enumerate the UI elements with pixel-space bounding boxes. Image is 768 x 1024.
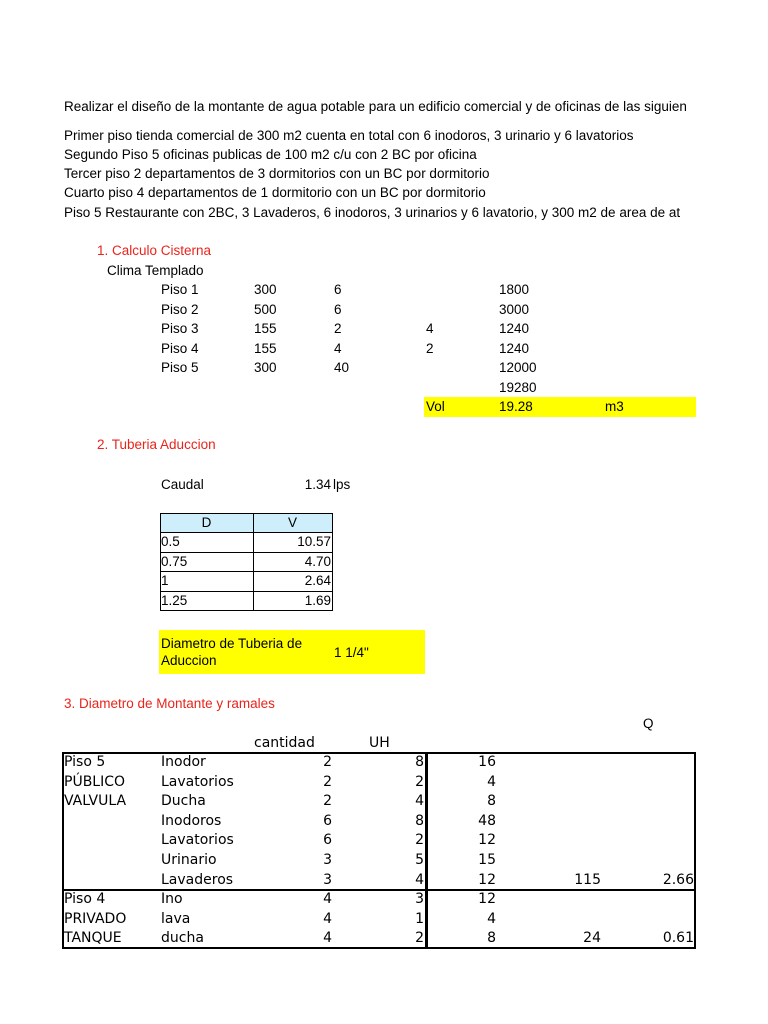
intro-title: Realizar el diseño de la montante de agua potable para un edificio comercial y de oficinas de las siguien: [64, 99, 687, 114]
item-uh: 2: [415, 832, 424, 848]
cisterna-total: 1800: [499, 282, 530, 297]
cisterna-heading: 1. Calculo Cisterna: [97, 243, 212, 258]
item-uh: 4: [415, 793, 424, 809]
cisterna-total: 1240: [499, 321, 530, 336]
table-cell-v: 4.70: [304, 554, 331, 569]
item-cantidad: 6: [323, 832, 332, 848]
cisterna-dotacion: 6: [334, 282, 342, 297]
cisterna-total: 3000: [499, 302, 530, 317]
item-name: Lavatorios: [161, 774, 234, 790]
item-cantidad: 3: [323, 872, 332, 888]
caudal-label: Caudal: [161, 477, 204, 492]
cisterna-sum: 19280: [499, 380, 537, 395]
item-uh: 8: [415, 813, 424, 829]
item-name: ducha: [161, 930, 204, 946]
table-cell-d: 1: [161, 573, 169, 588]
item-cantidad: 3: [323, 852, 332, 868]
item-total: 16: [478, 754, 496, 770]
vol-unit: m3: [605, 399, 624, 414]
diametro-value: 1 1/4": [334, 645, 369, 660]
intro-line-1: Primer piso tienda comercial de 300 m2 cuenta en total con 6 inodoros, 3 urinario y 6 lavatorios: [64, 128, 634, 143]
item-name: Ducha: [161, 793, 206, 809]
cisterna-dotacion: 2: [334, 321, 342, 336]
grid-line: [160, 532, 333, 533]
item-name: lava: [161, 911, 191, 927]
group-uh-sum: 115: [574, 872, 601, 888]
vol-value: 19.28: [499, 399, 533, 414]
item-cantidad: 2: [323, 793, 332, 809]
item-uh: 5: [415, 852, 424, 868]
header-d: D: [201, 515, 212, 530]
item-total: 4: [487, 911, 496, 927]
grid-line: [332, 513, 333, 611]
group-label: VALVULA: [64, 793, 127, 809]
grid-line: [160, 552, 333, 553]
group-label: PRIVADO: [64, 911, 127, 927]
item-uh: 2: [415, 774, 424, 790]
intro-line-4: Cuarto piso 4 departamentos de 1 dormitorio con un BC por dormitorio: [64, 185, 486, 200]
cisterna-piso: Piso 1: [161, 282, 199, 297]
table-cell-d: 1.25: [161, 593, 188, 608]
item-cantidad: 4: [323, 930, 332, 946]
table-cell-d: 0.5: [161, 534, 180, 549]
caudal-unit: lps: [333, 477, 351, 492]
item-name: Inodoros: [161, 813, 222, 829]
group-q-value: 2.66: [662, 872, 694, 888]
intro-line-3: Tercer piso 2 departamentos de 3 dormitorios con un BC por dormitorio: [64, 166, 490, 181]
table-cell-v: 2.64: [304, 573, 331, 588]
cisterna-piso: Piso 3: [161, 321, 199, 336]
item-total: 12: [478, 891, 496, 907]
item-cantidad: 4: [323, 911, 332, 927]
cisterna-area: 300: [254, 282, 277, 297]
item-total: 12: [478, 832, 496, 848]
item-cantidad: 2: [323, 754, 332, 770]
intro-line-5: Piso 5 Restaurante con 2BC, 3 Lavaderos, 6 inodoros, 3 urinarios y 6 lavatorio, y 300 m2 de area de at: [64, 205, 681, 220]
q-label: Q: [643, 716, 654, 731]
vol-label: Vol: [426, 399, 445, 414]
item-name: Inodor: [161, 754, 206, 770]
cisterna-extra: 2: [426, 341, 434, 356]
cisterna-total: 12000: [499, 360, 537, 375]
item-uh: 2: [415, 930, 424, 946]
diametro-label-2: Aduccion: [161, 653, 217, 668]
item-total: 8: [487, 930, 496, 946]
volume-highlight: [424, 397, 696, 417]
group-label: PÚBLICO: [64, 774, 126, 790]
cisterna-dotacion: 4: [334, 341, 342, 356]
item-name: Ino: [161, 891, 183, 907]
cisterna-area: 500: [254, 302, 277, 317]
item-name: Urinario: [161, 852, 217, 868]
diametro-label-1: Diametro de Tuberia de: [161, 636, 303, 651]
item-cantidad: 6: [323, 813, 332, 829]
item-total: 8: [487, 793, 496, 809]
item-uh: 1: [415, 911, 424, 927]
header-v: V: [287, 515, 297, 530]
group-divider: [62, 889, 696, 891]
table-border-right: [694, 752, 696, 949]
item-cantidad: 4: [323, 891, 332, 907]
table-cell-v: 10.57: [297, 534, 331, 549]
group-label: Piso 4: [64, 891, 106, 907]
montante-heading: 3. Diametro de Montante y ramales: [64, 696, 275, 711]
item-name: Lavatorios: [161, 832, 234, 848]
item-cantidad: 2: [323, 774, 332, 790]
cantidad-header: cantidad: [254, 735, 315, 751]
cisterna-area: 300: [254, 360, 277, 375]
item-uh: 4: [415, 872, 424, 888]
caudal-value: 1.34: [304, 477, 331, 492]
item-total: 12: [478, 872, 496, 888]
cisterna-area: 155: [254, 321, 277, 336]
uh-header: UH: [369, 735, 390, 751]
cisterna-piso: Piso 4: [161, 341, 199, 356]
item-total: 4: [487, 774, 496, 790]
cisterna-area: 155: [254, 341, 277, 356]
grid-line: [253, 513, 254, 611]
grid-line: [160, 610, 333, 611]
group-uh-sum: 24: [583, 930, 601, 946]
item-uh: 3: [415, 891, 424, 907]
item-name: Lavaderos: [161, 872, 234, 888]
table-cell-v: 1.69: [304, 593, 331, 608]
aduccion-heading: 2. Tuberia Aduccion: [97, 437, 216, 452]
cisterna-dotacion: 40: [334, 360, 350, 375]
cisterna-piso: Piso 2: [161, 302, 199, 317]
grid-line: [160, 513, 333, 514]
table-border-bottom: [62, 947, 696, 949]
group-label: Piso 5: [64, 754, 106, 770]
item-total: 15: [478, 852, 496, 868]
cisterna-piso: Piso 5: [161, 360, 199, 375]
table-cell-d: 0.75: [161, 554, 188, 569]
cisterna-dotacion: 6: [334, 302, 342, 317]
clima-label: Clima Templado: [107, 263, 204, 278]
group-label: TANQUE: [64, 930, 122, 946]
item-total: 48: [478, 813, 496, 829]
group-q-value: 0.61: [662, 930, 694, 946]
grid-line: [160, 591, 333, 592]
table-border-left: [62, 752, 64, 949]
intro-line-2: Segundo Piso 5 oficinas publicas de 100 m2 c/u con 2 BC por oficina: [64, 147, 477, 162]
item-uh: 8: [415, 754, 424, 770]
cisterna-extra: 4: [426, 321, 434, 336]
grid-line: [160, 571, 333, 572]
cisterna-total: 1240: [499, 341, 530, 356]
table-border-top: [62, 752, 696, 754]
grid-line: [160, 513, 161, 611]
table-border-middle: [425, 752, 428, 949]
